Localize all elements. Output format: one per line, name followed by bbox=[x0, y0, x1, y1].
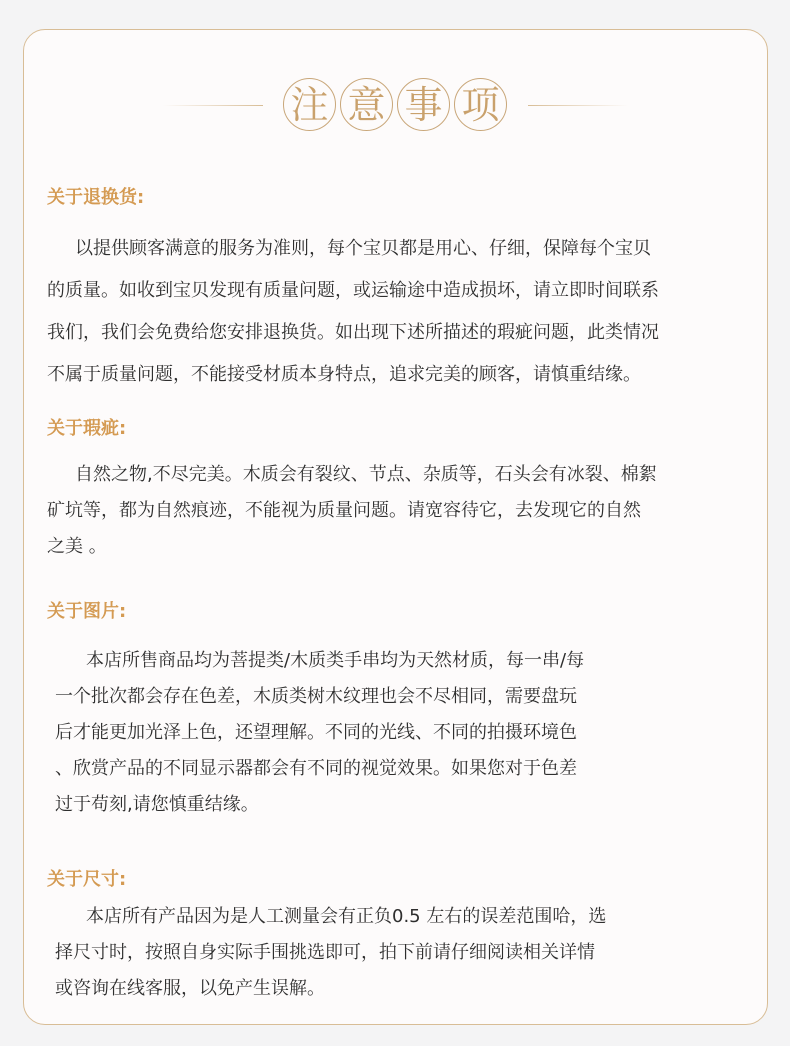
body-line: 后才能更加光泽上色，还望理解。不同的光线、不同的拍摄环境色 bbox=[55, 722, 577, 743]
body-line: 我们，我们会免费给您安排退换货。如出现下述所描述的瑕疵问题，此类情况 bbox=[47, 322, 659, 343]
body-line: 过于苟刻,请您慎重结缘。 bbox=[55, 794, 259, 815]
body-line: 或咨询在线客服，以免产生误解。 bbox=[55, 978, 325, 999]
body-line: 一个批次都会存在色差，木质类树木纹理也会不尽相同，需要盘玩 bbox=[55, 686, 577, 707]
body-line: 、欣赏产品的不同显示器都会有不同的视觉效果。如果您对于色差 bbox=[55, 758, 577, 779]
title-divider-right bbox=[528, 105, 628, 106]
body-line: 以提供顾客满意的服务为准则，每个宝贝都是用心、仔细，保障每个宝贝 bbox=[75, 238, 651, 259]
body-line: 本店所有产品因为是人工测量会有正负0.5 左右的误差范围哈，选 bbox=[86, 906, 607, 927]
body-line: 择尺寸时，按照自身实际手围挑选即可，拍下前请仔细阅读相关详情 bbox=[55, 942, 595, 963]
body-line: 自然之物,不尽完美。木质会有裂纹、节点、杂质等，石头会有冰裂、棉絮 bbox=[75, 464, 657, 485]
section-body-pictures bbox=[55, 643, 584, 823]
title-char-2: 意 bbox=[340, 78, 393, 131]
section-body-size bbox=[55, 899, 606, 1007]
section-heading-returns: 关于退换货: bbox=[47, 187, 145, 208]
notice-title bbox=[0, 75, 790, 137]
body-line: 之美 。 bbox=[47, 536, 107, 557]
section-heading-flaws: 关于瑕疵: bbox=[47, 418, 127, 439]
section-heading-pictures: 关于图片: bbox=[47, 601, 127, 622]
section-heading-size: 关于尺寸: bbox=[47, 869, 127, 890]
title-chars bbox=[283, 75, 507, 137]
title-char-3: 事 bbox=[397, 78, 450, 131]
title-char-1: 注 bbox=[283, 78, 336, 131]
body-line: 不属于质量问题，不能接受材质本身特点，追求完美的顾客，请慎重结缘。 bbox=[47, 364, 641, 385]
body-line: 本店所售商品均为菩提类/木质类手串均为天然材质，每一串/每 bbox=[86, 650, 585, 671]
title-divider-left bbox=[163, 105, 263, 106]
body-line: 矿坑等，都为自然痕迹，不能视为质量问题。请宽容待它，去发现它的自然 bbox=[47, 500, 641, 521]
title-char-4: 项 bbox=[454, 78, 507, 131]
section-body-flaws bbox=[47, 457, 657, 565]
section-body-returns bbox=[47, 228, 659, 396]
body-line: 的质量。如收到宝贝发现有质量问题，或运输途中造成损坏，请立即时间联系 bbox=[47, 280, 659, 301]
